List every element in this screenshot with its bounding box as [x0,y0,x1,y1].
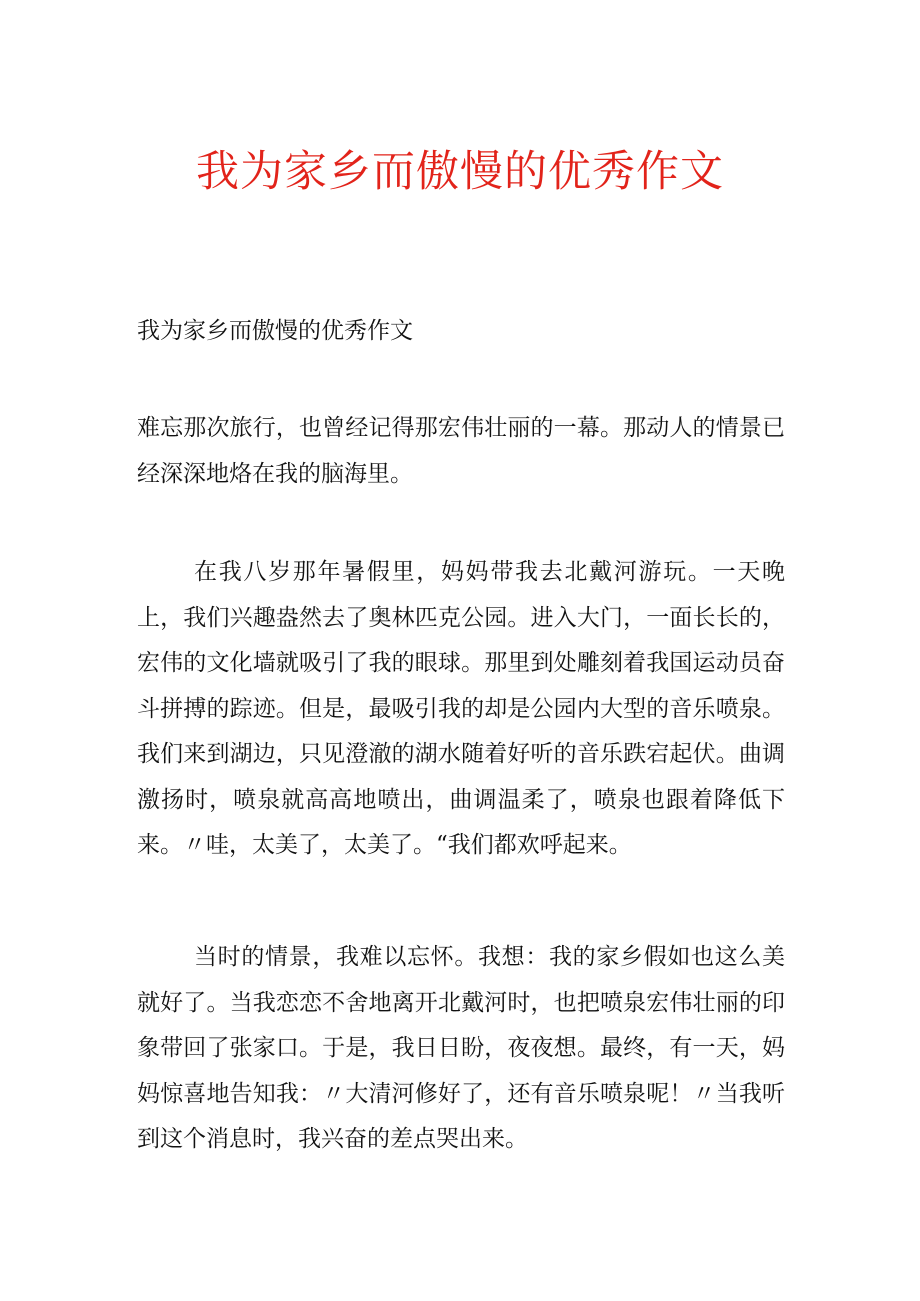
paragraph-hometown-wish: 当时的情景，我难以忘怀。我想：我的家乡假如也这么美就好了。当我恋恋不舍地离开北戴河时，也把喷泉宏伟壮丽的印象带回了张家口。于是，我日日盼，夜夜想。最终，有一天，妈妈惊喜地告知我：〃大清河修好了，还有音乐喷泉呢！〃当我听到这个消息时，我兴奋的差点哭出来。 [137,944,785,1152]
document-title: 我为家乡而傲慢的优秀作文 [196,147,724,197]
paragraph-beidaihe-trip: 在我八岁那年暑假里，妈妈带我去北戴河游玩。一天晚上，我们兴趣盎然去了奥林匹克公园。进入大门，一面长长的，宏伟的文化墙就吸引了我的眼球。那里到处雕刻着我国运动员奋斗拼搏的踪迹。但是，最吸引我的却是公园内大型的音乐喷泉。我们来到湖边，只见澄澈的湖水随着好听的音乐跌宕起伏。曲调激扬时，喷泉就高高地喷出，曲调温柔了，喷泉也跟着降低下来。〃哇，太美了，太美了。“我们都欢呼起来。 [137,559,785,858]
paragraph-intro: 难忘那次旅行，也曾经记得那宏伟壮丽的一幕。那动人的情景已经深深地烙在我的脑海里。 [137,415,785,487]
document-subtitle: 我为家乡而傲慢的优秀作文 [137,318,413,344]
